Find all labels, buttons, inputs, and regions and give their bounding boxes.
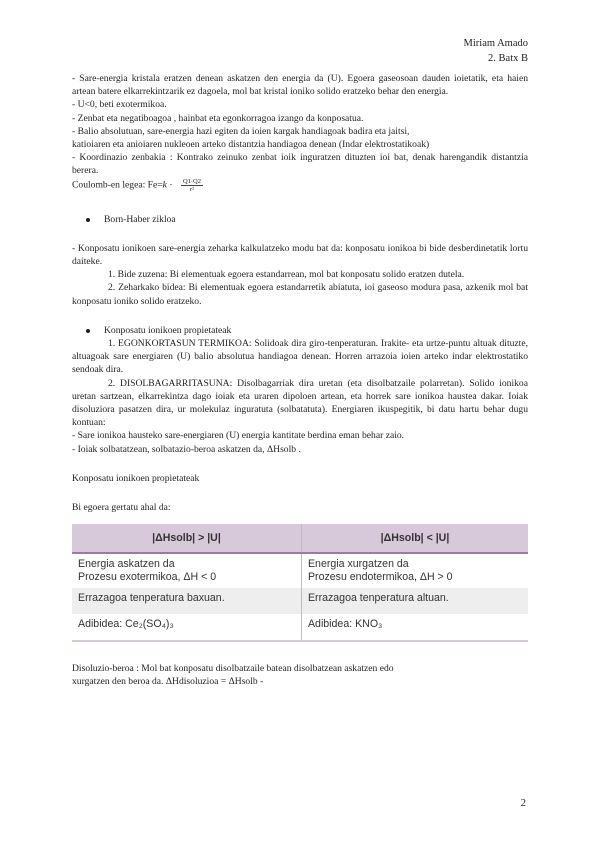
bullet-icon [86, 218, 90, 222]
table-header-cell: |ΔHsolb| < |U| [301, 524, 528, 553]
table-header-row [72, 524, 528, 553]
solubility-table [72, 524, 528, 642]
bornhaber-indirect-path: 2. Zeharkako bidea: Bi elementuak egoera estandarretik abiatuta, ioi gaseoso modura pasa, azkenik mol bat konposatu ioniko solido eratzeko. [72, 282, 528, 307]
table-row [72, 553, 528, 588]
page-header [464, 36, 528, 66]
coulomb-numerator: Q1·Q2 [182, 177, 202, 185]
table-cell: Energia xurgatzen da Prozesu endotermikoa, ΔH > 0 [301, 553, 528, 588]
bornhaber-title: Born-Haber zikloa [104, 213, 176, 225]
bullet-icon [86, 329, 90, 333]
intro-distance: katioiaren eta anioiaren nukleoen arteko distantzia handiagoa denean (Indar elektrostatikoak) [72, 139, 430, 151]
author-name: Miriam Amado [463, 38, 528, 49]
coulomb-dot: · [169, 179, 173, 191]
dissolution-heat-line1: Disoluzio-beroa : Mol bat konposatu disolbatzaile batean disolbatzean askatzen edo [72, 663, 394, 675]
table-row [72, 614, 528, 641]
table-cell: Adibidea: KNO₃ [301, 614, 528, 641]
table-cell: Adibidea: Ce₂(SO₄)₃ [72, 614, 301, 641]
properties-lattice-break: - Sare ionikoa hausteko sare-energiaren (U) energia kantitate berdina eman behar zaio. [72, 430, 405, 442]
intro-absolute-value: - Balio absolutuan, sare-energia hazi egiten da ioien kargak handiagoak badira eta jaitsi, [72, 125, 410, 137]
states-intro: Bi egoera gertatu ahal da: [72, 502, 171, 514]
page-number: 2 [520, 798, 526, 809]
bornhaber-description: - Konposatu ionikoen sare-energia zeharka kalkulatzeko modu bat da: konposatu ionikoa bi bide desberdinetatik lortu daiteke. [72, 242, 528, 268]
page-content [72, 72, 528, 689]
properties-thermal-stability: 1. EGONKORTASUN TERMIKOA: Solidoak dira giro-tenperaturan. Irakite- eta urtze-puntu altuak dituzte, altuagoak sare energiaren (U) balio absolutua handiagoa denean. Horren arrazoia ioien arteko indar elektrostatiko sendoak dira. [72, 338, 528, 376]
coulomb-constant: k [162, 179, 167, 191]
table-cell: Errazagoa tenperatura altuan. [301, 588, 528, 614]
dissolution-heat-line2: xurgatzen den beroa da. ΔHdisoluzioa = ΔHsolb - [72, 676, 264, 688]
coulomb-fraction [181, 178, 203, 193]
table-row [72, 588, 528, 614]
intro-exothermic: - U<0, beti exotermikoa. [72, 99, 167, 111]
properties-solubility: 2. DISOLBAGARRITASUNA: Disolbagarriak dira uretan (eta disolbatzaile polarretan). Solido ionikoa uretan sartzean, elkarrekintza dago ioiak eta uraren dipoloen artean, eta horrek sare ionikoa haustea dakar. Ioiak disoluziora pasatzen dira, ur molekulaz inguratuta (solbatatuta). Energiaren ikuspegitik, bi datu hartu behar dugu kontuan: [72, 377, 528, 429]
bornhaber-direct-path: 1. Bide zuzena: Bi elementuak egoera estandarrean, mol bat konposatu solido eratzen dutela. [108, 269, 465, 281]
properties-solvation: - Ioiak solbatatzean, solbatazio-beroa askatzen da, ΔHsolb . [72, 443, 301, 455]
class-group: 2. Batx B [488, 53, 528, 64]
table-cell: Errazagoa tenperatura baxuan. [72, 588, 301, 614]
coulomb-law [72, 178, 528, 193]
bornhaber-heading [72, 213, 528, 226]
section-title: Konposatu ionikoen propietateak [72, 472, 200, 484]
table-header-cell: |ΔHsolb| > |U| [72, 524, 301, 553]
intro-definition: - Sare-energia kristala eratzen denean askatzen den energia da (U). Egoera gaseosoan dauden ioietatik, eta haien artean batere elkarrekintzarik ez dagoela, mol bat kristal ioniko solido eratzeko behar den energia. [72, 73, 528, 98]
properties-title: Konposatu ionikoen propietateak [104, 324, 232, 336]
table-cell: Energia askatzen da Prozesu exotermikoa, ΔH < 0 [72, 553, 301, 588]
coulomb-label: Coulomb-en legea: Fe= [72, 179, 163, 191]
intro-coordination: - Koordinazio zenbakia : Kontrako zeinuko zenbat ioik inguratzen dituzten ioi bat, denak harengandik distantzia berera. [72, 152, 528, 177]
properties-heading [72, 324, 528, 337]
intro-stability: - Zenbat eta negatiboagoa , hainbat eta egonkorragoa izango da konposatua. [72, 112, 364, 124]
coulomb-denominator: r² [189, 185, 195, 193]
